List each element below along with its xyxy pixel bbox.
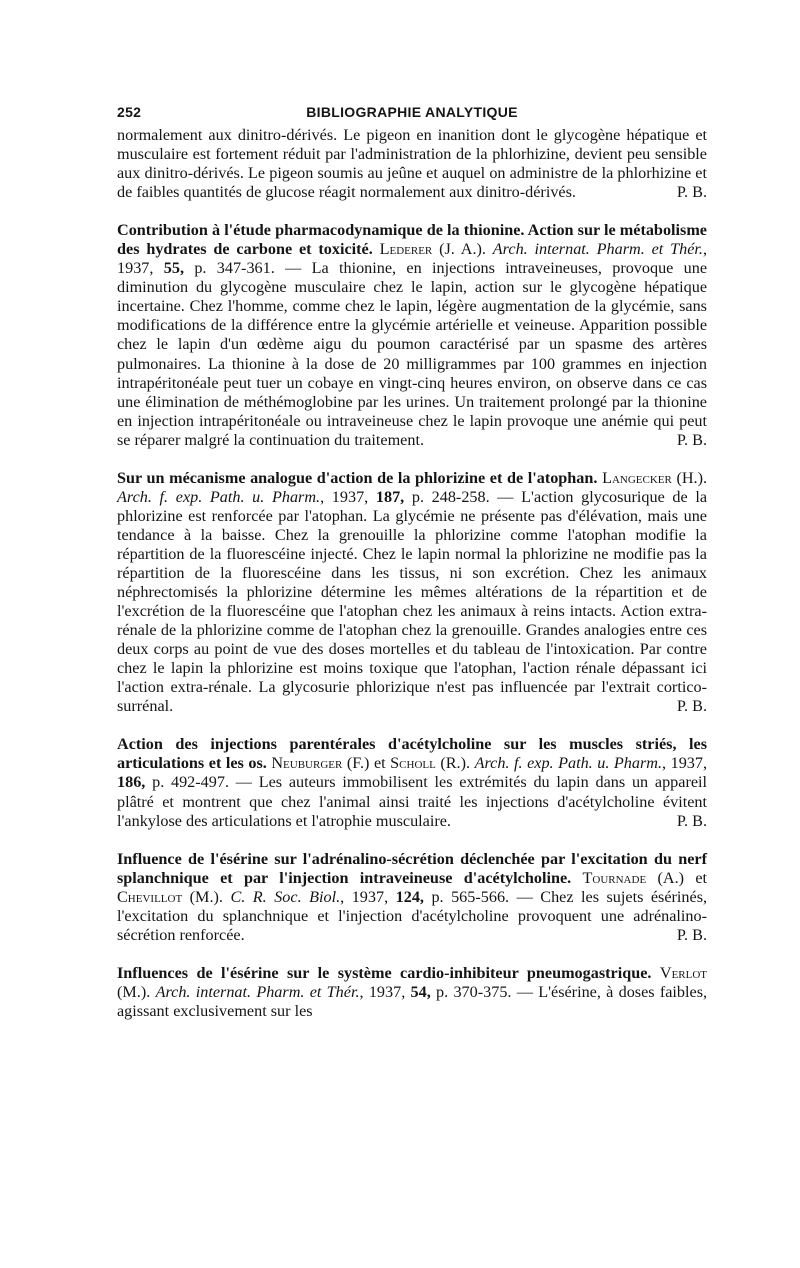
page	[117, 100, 707, 1021]
bibliography-entry: Action des injections parentérales d'acétylcholine sur les muscles striés, les articulations et les os. Neuburger (F.) et Scholl (R.). Arch. f. exp. Path. u. Pharm., 1937, 186, p. 492-497. — Les auteurs immobilisent les extrémités du lapin dans un appareil plâtré et montrent que chez l'animal ainsi traité les injections d'acétylcholine évitent l'ankylose des articulations et l'atrophie musculaire. P. B.	[117, 735, 708, 830]
author-conjunction: et	[695, 868, 708, 887]
signature: P. B.	[676, 430, 707, 449]
entry-title: Influences de l'ésérine sur le système cardio-inhibiteur pneumogastrique.	[117, 963, 652, 982]
pages: p. 565-566. —	[431, 887, 533, 906]
pages: p. 347-361. —	[194, 259, 302, 278]
bibliography-entry: Influences de l'ésérine sur le système cardio-inhibiteur pneumogastrique. Verlot (M.). Arch. internat. Pharm. et Thér., 1937, 54, p. 370-375. — L'ésérine, à doses faibles, agissant exclusivement sur les	[117, 963, 708, 1020]
bibliography-entry: Influence de l'ésérine sur l'adrénalino-sécrétion déclenchée par l'excitation du nerf splanchnique et par l'injection intraveineuse d'acétylcholine. Tournade (A.) et Chevillot (M.). C. R. Soc. Biol., 1937, 124, p. 565-566. — Chez les sujets ésérinés, l'excitation du splanchnique et l'injection d'acétylcholine provoquent une adrénalino-sécrétion renforcée. P. B.	[117, 849, 708, 944]
continued-abstract	[117, 126, 707, 202]
signature: P. B.	[676, 811, 707, 830]
year: 1937,	[117, 259, 154, 278]
author-name: Tournade	[582, 868, 647, 887]
volume: 55,	[163, 259, 184, 278]
page-number: 252	[117, 104, 142, 120]
year: 1937,	[368, 982, 406, 1001]
running-header	[117, 100, 707, 124]
journal-name: C. R. Soc. Biol.	[230, 887, 341, 906]
abstract-body: L'ésérine, à doses faibles, agissant exclusivement sur les	[117, 982, 708, 1020]
entry-title: Sur un mécanisme analogue d'action de la phlorizine et de l'atophan.	[117, 468, 598, 487]
pages: p. 370-375. —	[436, 982, 533, 1001]
author-initials: (R.).	[440, 754, 471, 773]
author-initials: (H.).	[676, 468, 708, 487]
year: 1937,	[331, 487, 369, 506]
author-name: Scholl	[390, 754, 436, 773]
abstract-body: La thionine, en injections intraveineuses, provoque une diminution du glycogène musculaire chez le lapin, action sur le glycogène hépatique incertaine. Chez l'homme, comme chez le lapin, légère augmentation de la glycémie, sans modifications de la différence entre la glycémie artérielle et veineuse. Apparition possible chez le lapin d'un œdème aigu du poumon caractérisé par un spasme des artères pulmonaires. La thionine à la dose de 20 milligrammes par 100 grammes en injection intrapéritonéale peut tuer un cobaye en vingt-cinq heures environ, on observe dans ce cas une élimination de méthémoglobine par les urines. Un traitement prolongé par la thionine en injection intrapéritonéale ou intraveineuse chez le lapin provoque une anémie qui peut se réparer malgré la continuation du traitement.	[117, 259, 708, 449]
volume: 54,	[410, 982, 431, 1001]
volume: 187,	[375, 487, 405, 506]
journal-name: Arch. f. exp. Path. u. Pharm.	[117, 487, 321, 506]
author-initials: (A.)	[657, 868, 685, 887]
author-initials: (J. A.).	[439, 240, 486, 259]
year: 1937,	[670, 754, 708, 773]
abstract-body: Chez les sujets ésérinés, l'excitation du splanchnique et l'injection d'acétylcholine provoquent une adrénalino-sécrétion renforcée.	[117, 887, 708, 944]
author-name: Langecker	[602, 468, 672, 487]
author-name: Verlot	[659, 963, 708, 982]
author-name: Lederer	[379, 240, 433, 259]
author-initials: (M.).	[189, 887, 223, 906]
author-name: Chevillot	[117, 887, 183, 906]
signature: P. B.	[676, 925, 707, 944]
author-name: Neuburger	[271, 754, 343, 773]
author-initials: (M.).	[117, 982, 151, 1001]
volume: 124,	[395, 887, 424, 906]
abstract-body: Les auteurs immobilisent les extrémités du lapin dans un appareil plâtré et montrent que chez l'animal ainsi traité les injections d'acétylcholine évitent l'ankylose des articulations et l'atrophie musculaire.	[117, 773, 708, 830]
pages: p. 248-258. —	[411, 487, 514, 506]
author-conjunction: et	[373, 754, 386, 773]
journal-name: Arch. f. exp. Path. u. Pharm.	[474, 754, 663, 773]
volume: 186,	[117, 773, 146, 792]
entry-title: Action des injections parentérales d'acétylcholine sur les muscles striés, les articulations et les os.	[117, 735, 707, 773]
signature: P. B.	[676, 697, 707, 716]
abstract-body: normalement aux dinitro-dérivés. Le pigeon en inanition dont le glycogène hépatique et musculaire est fortement réduit par l'administration de la phlorhizine, devient peu sensible aux dinitro-dérivés. Le pigeon soumis au jeûne et auquel on administre de la phlorhizine et de faibles quantités de glucose réagit normalement aux dinitro-dérivés.	[117, 126, 707, 202]
entry-title: Influence de l'ésérine sur l'adrénalino-sécrétion déclenchée par l'excitation du nerf splanchnique et par l'injection intraveineuse d'acétylcholine.	[117, 849, 707, 887]
running-title: BIBLIOGRAPHIE ANALYTIQUE	[306, 104, 518, 120]
journal-name: Arch. internat. Pharm. et Thér.	[492, 240, 703, 259]
bibliography-entry: Contribution à l'étude pharmacodynamique de la thionine. Action sur le métabolisme des hydrates de carbone et toxicité. Lederer (J. A.). Arch. internat. Pharm. et Thér., 1937, 55, p. 347-361. — La thionine, en injections intraveineuses, provoque une diminution du glycogène musculaire chez le lapin, action sur le glycogène hépatique incertaine. Chez l'homme, comme chez le lapin, légère augmentation de la glycémie, sans modifications de la différence entre la glycémie artérielle et veineuse. Apparition possible chez le lapin d'un œdème aigu du poumon caractérisé par un spasme des artères pulmonaires. La thionine à la dose de 20 milligrammes par 100 grammes en injection intrapéritonéale peut tuer un cobaye en vingt-cinq heures environ, on observe dans ce cas une élimination de méthémoglobine par les urines. Un traitement prolongé par la thionine en injection intrapéritonéale ou intraveineuse chez le lapin provoque une anémie qui peut se réparer malgré la continuation du traitement. P. B.	[117, 221, 708, 449]
author-initials: (F.)	[346, 754, 370, 773]
entry-title: Contribution à l'étude pharmacodynamique de la thionine. Action sur le métabolisme des hydrates de carbone et toxicité.	[117, 221, 707, 259]
abstract-body: L'action glycosurique de la phlorizine est renforcée par l'atophan. La glycémie ne présente pas d'élévation, mais une tendance à la baisse. Chez la grenouille la phlorizine comme l'atophan modifie la répartition de la fluorescéine injecté. Chez le lapin normal la phlorizine ne modifie pas la répartition de la fluorescéine dans les tissus, ni son excrétion. Chez les animaux néphrectomisés la phlorizine détermine les mêmes altérations de la répartition et de l'excrétion de la fluorescéine que l'atophan chez les animaux à reins intacts. Action extra-rénale de la phlorizine comme de l'atophan chez la grenouille. Grandes analogies entre ces deux corps au point de vue des doses mortelles et du tableau de l'intoxication. Par contre chez le lapin la phlorizine est moins toxique que l'atophan, l'action rénale dépassant ici l'action extra-rénale. La glycosurie phlorizique n'est pas influencée par l'extrait cortico-surrénal.	[117, 487, 708, 716]
pages: p. 492-497. —	[152, 773, 252, 792]
bibliography-entry: Sur un mécanisme analogue d'action de la phlorizine et de l'atophan. Langecker (H.). Arch. f. exp. Path. u. Pharm., 1937, 187, p. 248-258. — L'action glycosurique de la phlorizine est renforcée par l'atophan. La glycémie ne présente pas d'élévation, mais une tendance à la baisse. Chez la grenouille la phlorizine comme l'atophan modifie la répartition de la fluorescéine injecté. Chez le lapin normal la phlorizine ne modifie pas la répartition de la fluorescéine dans les tissus, ni son excrétion. Chez les animaux néphrectomisés la phlorizine détermine les mêmes altérations de la répartition et de l'excrétion de la fluorescéine que l'atophan chez les animaux à reins intacts. Action extra-rénale de la phlorizine comme de l'atophan chez la grenouille. Grandes analogies entre ces deux corps au point de vue des doses mortelles et du tableau de l'intoxication. Par contre chez le lapin la phlorizine est moins toxique que l'atophan, l'action rénale dépassant ici l'action extra-rénale. La glycosurie phlorizique n'est pas influencée par l'extrait cortico-surrénal. P. B.	[117, 468, 708, 716]
journal-name: Arch. internat. Pharm. et Thér.	[155, 982, 360, 1001]
year: 1937,	[351, 887, 389, 906]
signature: P. B.	[676, 183, 707, 202]
